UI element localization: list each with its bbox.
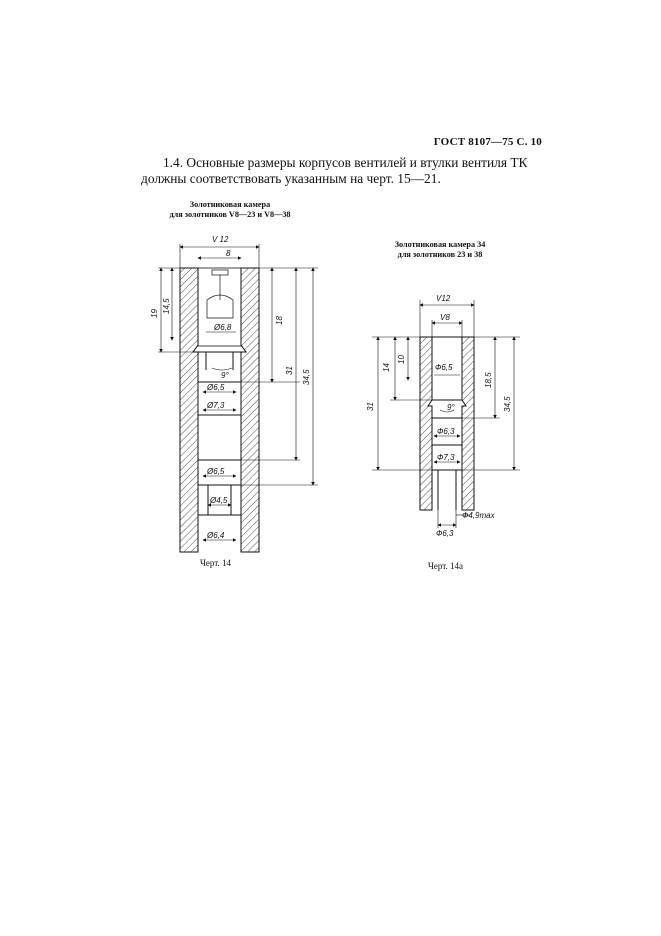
- fig14-dim-h4: 31: [285, 366, 294, 375]
- fig14-dim-d5: Ø4,5: [210, 496, 228, 505]
- fig14a-dim-d3: Ф7,3: [437, 453, 455, 462]
- page-header: ГОСТ 8107—75 С. 10: [433, 136, 542, 148]
- fig14a-dim-thread-inner: V8: [440, 313, 450, 322]
- fig14-dim-h2: 14,5: [162, 298, 171, 314]
- figure14a-title-line2: для золотников 23 и 38: [397, 250, 483, 259]
- fig14a-dim-thread-outer: V12: [436, 294, 451, 303]
- fig14a-dim-h2: 10: [397, 355, 406, 364]
- figure14-title-line2: для золотников V8—23 и V8—38: [169, 210, 291, 219]
- figure14-drawing: [158, 244, 318, 552]
- fig14-dim-d4: Ø6,5: [207, 467, 225, 476]
- fig14a-left-wall: [420, 337, 432, 510]
- fig14-dim-thread-outer: V 12: [212, 235, 229, 244]
- fig14a-dim-d1: Ф6,5: [435, 363, 453, 372]
- fig14-right-wall: [241, 268, 259, 552]
- fig14-dim-d6: Ø6,4: [207, 531, 225, 540]
- fig14-dim-thread-inner: 8: [226, 249, 231, 258]
- fig14a-dim-h5: 34,5: [503, 396, 512, 412]
- fig14a-dim-d2: Ф6,3: [437, 427, 455, 436]
- fig14a-dim-h3: 31: [366, 402, 375, 411]
- fig14-left-wall: [180, 268, 198, 552]
- fig14a-right-wall: [462, 337, 474, 510]
- figure14-caption: Черт. 14: [200, 558, 231, 568]
- fig14a-dim-d4: Ф4,9max: [462, 511, 495, 520]
- figure14-title-line1: Золотниковая камера: [189, 200, 271, 209]
- fig14a-dim-h1: 14: [382, 363, 391, 372]
- figure14a-title-line1: Золотниковая камера 34: [394, 240, 486, 249]
- figure14a-caption: Черт. 14а: [428, 561, 463, 571]
- fig14-dim-angle: 9°: [221, 371, 229, 380]
- fig14-dim-d3: Ø7,3: [207, 401, 225, 410]
- fig14-dim-h5: 34,5: [302, 369, 311, 385]
- paragraph-text: 1.4. Основные размеры корпусов вентилей и втулки вентиля ТК должны соответствовать указанным на черт. 15—21.: [141, 155, 528, 186]
- fig14-dim-d2: Ø6,5: [207, 383, 225, 392]
- fig14-dim-d1: Ø6,8: [214, 323, 232, 332]
- fig14a-dim-d5: Ф6,3: [436, 529, 454, 538]
- fig14-dim-h1: 19: [150, 309, 159, 318]
- figure14a-drawing: [372, 300, 520, 528]
- fig14a-dim-angle: 9°: [447, 403, 455, 412]
- fig14-dim-h3: 18: [275, 316, 284, 325]
- fig14a-dim-h4: 18,5: [484, 372, 493, 388]
